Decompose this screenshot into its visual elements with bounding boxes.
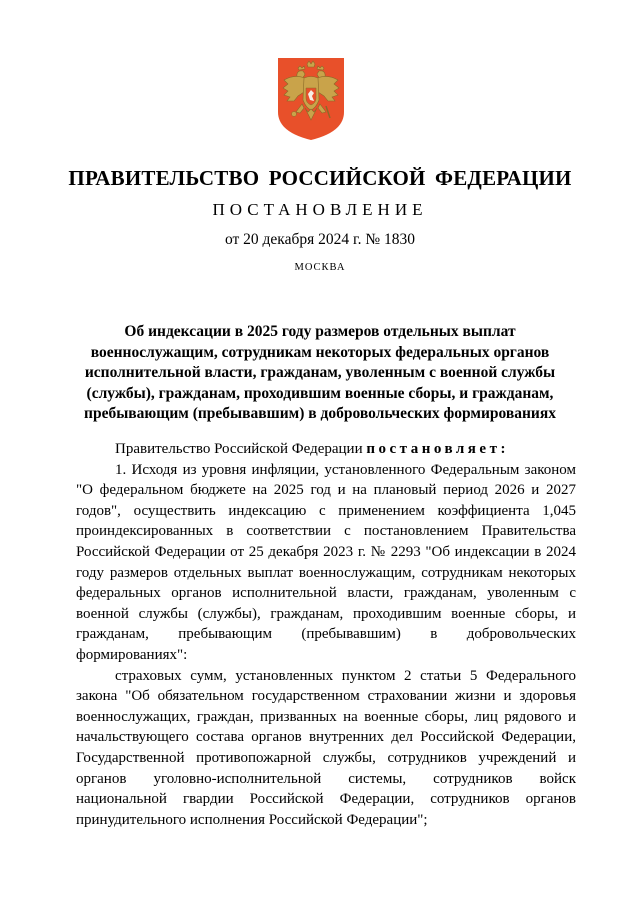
document-type: ПОСТАНОВЛЕНИЕ — [212, 200, 428, 219]
coat-of-arms-icon — [276, 56, 346, 142]
document-date: от 20 декабря 2024 г. № 1830 — [224, 231, 416, 248]
government-name: ПРАВИТЕЛЬСТВО РОССИЙСКОЙ ФЕДЕРАЦИИ — [68, 166, 572, 190]
document-body — [76, 439, 576, 830]
intro-keyword: постановляет: — [366, 441, 509, 457]
body-intro — [76, 439, 576, 460]
document-city: МОСКВА — [294, 262, 346, 273]
body-paragraph-1: 1. Исходя из уровня инфляции, установленного Федеральным законом "О федеральном бюджете на 2025 год и на плановый период 2026 и 2027 годов", осуществить индексацию с применением коэффициента 1,045 проиндексированных в соответствии с постановлением Правительства Российской Федерации от 25 декабря 2023 г. № 2293 "Об индексации в 2024 году размеров отдельных выплат военнослужащим, сотрудникам некоторых федеральных органов исполнительной власти, гражданам, уволенным с военной службы (службы), гражданам, проходившим военные сборы, и гражданам, пребывающим (пребывавшим) в добровольческих формированиях": — [76, 461, 576, 663]
body-paragraph-2: страховых сумм, установленных пунктом 2 статьи 5 Федерального закона "Об обязательном государственном страховании жизни и здоровья военнослужащих, граждан, призванных на военные сборы, лиц рядового и начальствующего состава органов внутренних дел Российской Федерации, Государственной противопожарной службы, сотрудников учреждений и органов уголовно-исполнительной системы, сотрудников войск национальной гвардии Российской Федерации, сотрудников органов принудительного исполнения Российской Федерации"; — [76, 667, 576, 828]
document-title: Об индексации в 2025 году размеров отдельных выплат военнослужащим, сотрудникам некоторых федеральных органов исполнительной власти, гражданам, уволенным с военной службы (службы), гражданам, проходившим военные сборы, и гражданам, пребывающим (пребывавшим) в добровольческих формированиях — [84, 323, 556, 422]
coat-of-arms-emblem — [276, 56, 346, 142]
intro-prefix: Правительство Российской Федерации — [115, 441, 367, 457]
